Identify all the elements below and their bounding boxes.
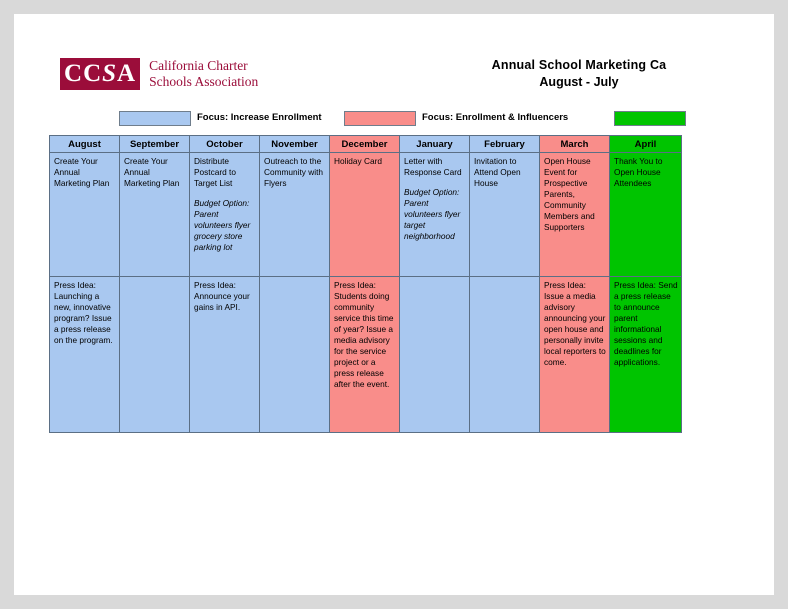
legend-label-blue: Focus: Increase Enrollment	[197, 112, 322, 123]
marketing-calendar-table	[49, 135, 682, 433]
press-idea-cell-february	[470, 277, 540, 433]
logo-mark	[60, 58, 140, 90]
document-page	[14, 14, 774, 595]
logo-letter-c1: C	[64, 60, 84, 87]
logo-wordmark	[149, 58, 258, 89]
activity-cell-march	[540, 153, 610, 277]
legend-swatch-green	[614, 111, 686, 126]
press-idea-cell-november	[260, 277, 330, 433]
activity-cell-january	[400, 153, 470, 277]
column-header-september: September	[120, 136, 190, 153]
press-idea-text: Press Idea: Announce your gains in API.	[194, 280, 250, 313]
activity-cell-december	[330, 153, 400, 277]
activity-text: Holiday Card	[334, 156, 382, 166]
press-idea-cell-october	[190, 277, 260, 433]
column-header-december: December	[330, 136, 400, 153]
activity-cell-april	[610, 153, 682, 277]
activity-text: Create Your Annual Marketing Plan	[54, 156, 110, 189]
press-idea-text	[400, 277, 469, 283]
press-idea-cell-march	[540, 277, 610, 433]
press-idea-cell-january	[400, 277, 470, 433]
column-header-november: November	[260, 136, 330, 153]
logo-letter-a: A	[117, 60, 137, 87]
logo-letter-s: S	[102, 60, 118, 87]
activity-cell-august	[50, 153, 120, 277]
activity-text: Letter with Response Card Budget Option: Parent volunteers flyer target neighborhood	[400, 153, 469, 245]
legend-swatch-red	[344, 111, 416, 126]
page-title-line2: August - July	[539, 75, 619, 89]
activity-text: Outreach to the Community with Flyers	[264, 156, 324, 189]
logo-wordmark-line1: California Charter	[149, 58, 248, 74]
press-idea-text	[120, 277, 189, 283]
activity-cell-november	[260, 153, 330, 277]
press-idea-text: Press Idea: Issue a media advisory announcing your open house and personally invite local reporters to come.	[544, 280, 606, 368]
column-header-january: January	[400, 136, 470, 153]
press-idea-text: Press Idea: Send a press release to announce parent informational sessions and deadlines for applications.	[614, 280, 678, 368]
logo-wordmark-line2: Schools Association	[149, 74, 259, 89]
column-header-april: April	[610, 136, 682, 153]
activity-note: Budget Option: Parent volunteers flyer target neighborhood	[404, 187, 461, 242]
column-header-february: February	[470, 136, 540, 153]
table-row	[50, 153, 682, 277]
column-header-october: October	[190, 136, 260, 153]
table-header-row	[50, 136, 682, 153]
column-header-march: March	[540, 136, 610, 153]
press-idea-cell-december	[330, 277, 400, 433]
activity-note: Budget Option: Parent volunteers flyer grocery store parking lot	[194, 198, 251, 253]
column-header-august: August	[50, 136, 120, 153]
press-idea-cell-september	[120, 277, 190, 433]
press-idea-cell-august	[50, 277, 120, 433]
activity-text: Distribute Postcard to Target List Budget Option: Parent volunteers flyer grocery store parking lot	[190, 153, 259, 256]
page-title-line1: Annual School Marketing Ca	[491, 58, 667, 72]
activity-text: Create Your Annual Marketing Plan	[124, 156, 180, 189]
page-title	[414, 58, 744, 89]
activity-cell-october	[190, 153, 260, 277]
activity-text: Open House Event for Prospective Parents, Community Members and Supporters	[544, 156, 595, 233]
activity-cell-september	[120, 153, 190, 277]
press-idea-text	[260, 277, 329, 283]
document-header	[14, 42, 774, 100]
press-idea-text: Press Idea: Launching a new, innovative program? Issue a press release on the program.	[54, 280, 113, 346]
press-idea-text: Press Idea: Students doing community service this time of year? Issue a media advisory for the service project or a press release after the event.	[334, 280, 394, 390]
activity-text: Invitation to Attend Open House	[474, 156, 521, 189]
activity-cell-february	[470, 153, 540, 277]
logo-letter-c2: C	[83, 60, 103, 87]
legend-swatch-blue	[119, 111, 191, 126]
press-idea-cell-april	[610, 277, 682, 433]
ccsa-logo	[60, 58, 258, 90]
legend-label-red: Focus: Enrollment & Influencers	[422, 112, 569, 123]
table-row	[50, 277, 682, 433]
press-idea-text	[470, 277, 539, 283]
legend	[14, 111, 774, 131]
activity-text: Thank You to Open House Attendees	[614, 156, 663, 189]
